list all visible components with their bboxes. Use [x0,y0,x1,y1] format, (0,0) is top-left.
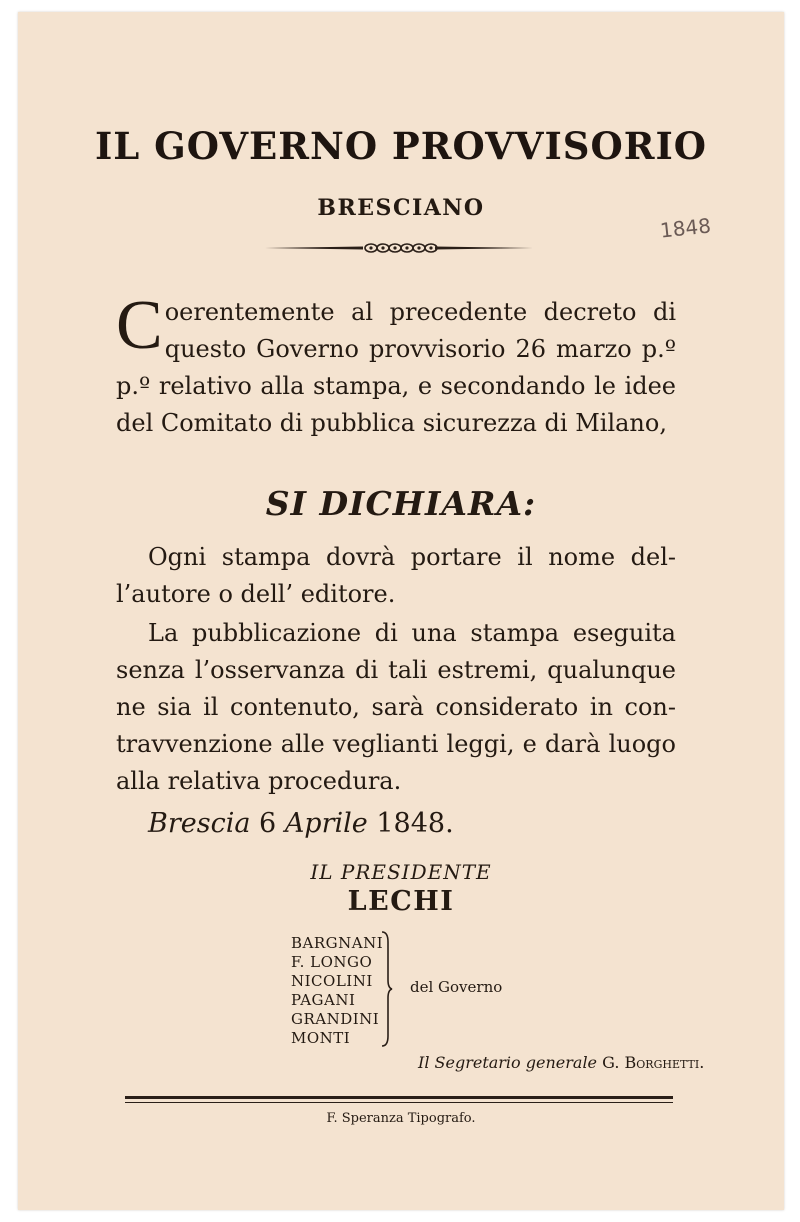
poster-title: IL GOVERNO PROVVISORIO [94,124,708,168]
secretary-title: Il Segretario generale [418,1053,598,1072]
date-place: Brescia [148,808,251,839]
handwritten-year-note: 1848 [658,213,713,243]
date-month: Aprile [284,808,368,839]
poster-sheet [18,12,784,1210]
member-name: BARGNANI [291,934,384,952]
footer-rule-thin [125,1102,673,1103]
dateline [148,808,454,839]
preamble-text: oerentemente al precedente decreto di questo Governo provvisorio 26 marzo p.º p.º relativo alla stampa, e secondando le idee del Comitato di pubblica sicurezza di Milano, [116,298,676,437]
drop-cap: C [116,287,163,364]
secretary-signature [418,1053,704,1072]
footer-rule-thick [125,1096,673,1099]
president-title: IL PRESIDENTE [310,860,492,884]
article-1: Ogni stampa dovrà portare il nome del- l’autore o dell’ editore. [116,543,676,608]
printer-imprint: F. Speranza Tipografo. [326,1111,476,1126]
member-name: MONTI [291,1029,351,1047]
curly-brace-icon [380,930,394,1048]
members-label: del Governo [410,978,503,996]
preamble-paragraph [116,287,676,442]
date-year: 1848. [376,808,454,839]
declaration-heading: SI DICHIARA: [265,484,537,523]
member-name: GRANDINI [291,1010,380,1028]
poster-subtitle: BRESCIANO [317,195,485,221]
secretary-name: G. Borghetti. [602,1053,705,1072]
ornament-divider-icon [263,239,535,257]
date-day: 6 [259,808,277,839]
article-2: La pubblicazione di una stampa eseguita senza l’osservanza di tali estremi, qualunque ne sia il contenuto, sarà considerato in con- travvenzione alle veglianti leggi, e darà luogo alla relativa procedura. [116,619,676,795]
president-name: LECHI [347,886,455,917]
member-name: NICOLINI [291,972,373,990]
member-list [291,934,383,1048]
member-name: F. LONGO [291,953,373,971]
member-name: PAGANI [291,991,356,1009]
